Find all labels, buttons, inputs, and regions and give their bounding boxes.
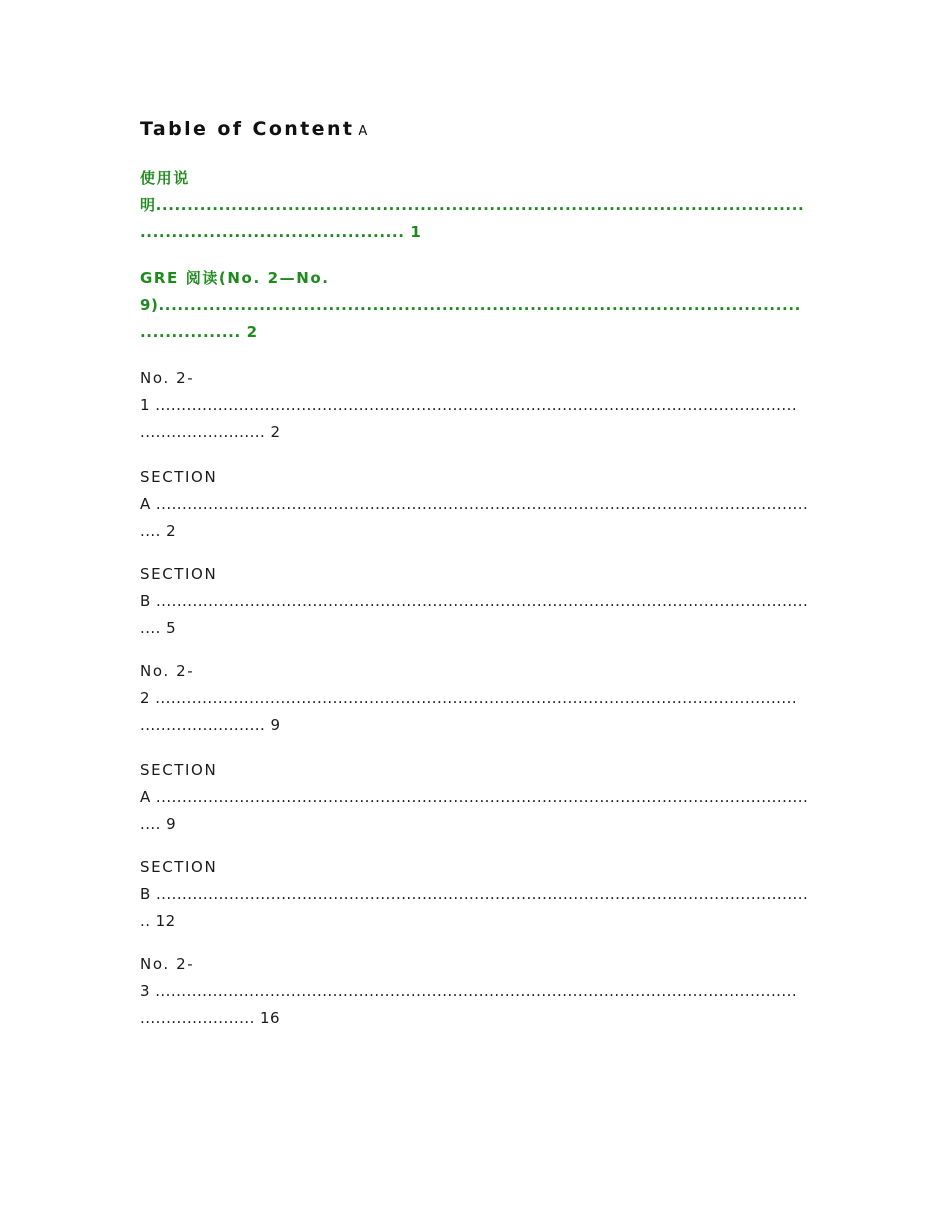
- toc-entry-page: .... 9: [140, 815, 177, 833]
- toc-entry-leader: 9)......................................................................................................: [140, 296, 801, 314]
- toc-entry-label: No. 2-: [140, 662, 195, 680]
- toc-entry-no-2-2[interactable]: [140, 658, 812, 739]
- toc-entry-label: GRE 阅读(No. 2—No.: [140, 269, 330, 287]
- toc-entry-section-a[interactable]: [140, 464, 812, 545]
- toc-entry-no-2-1[interactable]: [140, 365, 812, 446]
- toc-entry-leader: A .............................................................................................................................: [140, 788, 809, 806]
- toc-entry-usage-notes[interactable]: [140, 165, 812, 246]
- toc-entry-section-a[interactable]: [140, 757, 812, 838]
- toc-entry-label: No. 2-: [140, 369, 195, 387]
- toc-entry-section-b[interactable]: [140, 854, 812, 935]
- toc-entry-leader: 2 ...........................................................................................................................: [140, 689, 798, 707]
- toc-title: [140, 118, 368, 140]
- toc-entry-page: .. 12: [140, 912, 176, 930]
- toc-entry-leader: 1 ...........................................................................................................................: [140, 396, 798, 414]
- toc-entry-gre-reading[interactable]: [140, 265, 812, 346]
- toc-entry-no-2-3[interactable]: [140, 951, 812, 1032]
- toc-title-suffix: A: [358, 124, 369, 139]
- toc-entry-page: ................ 2: [140, 323, 258, 341]
- toc-entry-page: .......................................... 1: [140, 223, 422, 241]
- toc-entry-page: .... 2: [140, 522, 177, 540]
- toc-entry-section-b[interactable]: [140, 561, 812, 642]
- toc-entry-label: SECTION: [140, 858, 218, 876]
- toc-title-text: Table of Content: [140, 118, 355, 140]
- toc-entry-label: 使用说: [140, 169, 190, 187]
- toc-entry-label: No. 2-: [140, 955, 195, 973]
- toc-entry-leader: A .............................................................................................................................: [140, 495, 809, 513]
- toc-entry-leader: B .............................................................................................................................: [140, 885, 809, 903]
- toc-entry-leader: B .............................................................................................................................: [140, 592, 809, 610]
- toc-entry-leader: 3 ...........................................................................................................................: [140, 982, 798, 1000]
- toc-entry-label: SECTION: [140, 468, 218, 486]
- toc-entry-label: SECTION: [140, 565, 218, 583]
- toc-entry-page: ........................ 9: [140, 716, 281, 734]
- toc-entry-page: ........................ 2: [140, 423, 281, 441]
- toc-entry-label: SECTION: [140, 761, 218, 779]
- toc-entry-page: .... 5: [140, 619, 177, 637]
- toc-entry-leader: 明.......................................................................................................: [140, 196, 805, 214]
- toc-entry-page: ...................... 16: [140, 1009, 281, 1027]
